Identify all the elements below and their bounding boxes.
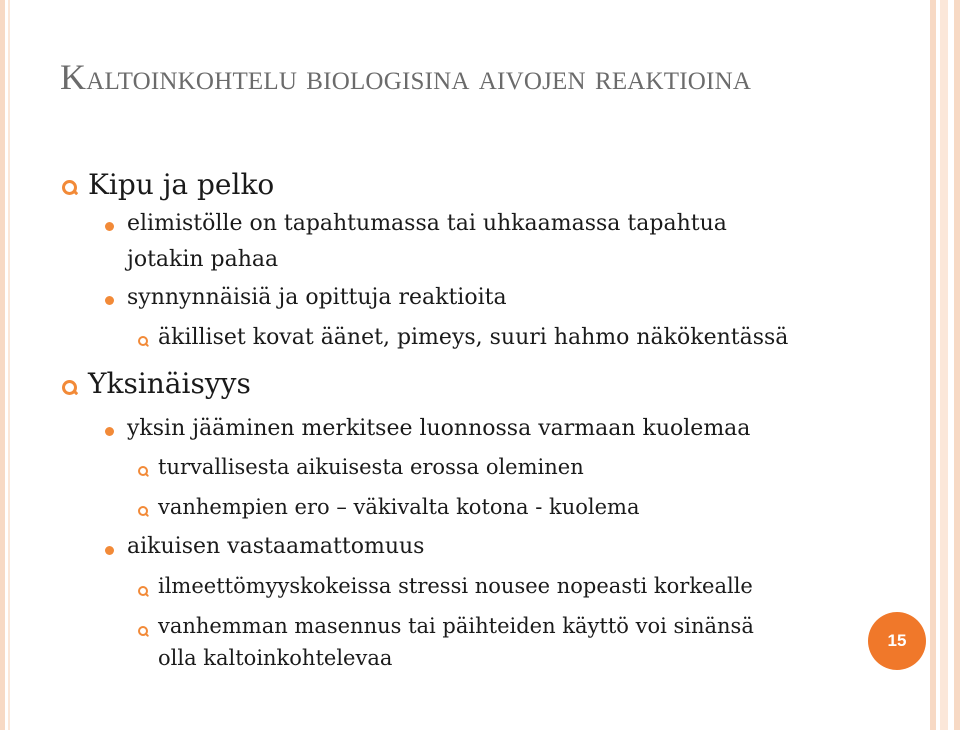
ring-bullet-icon	[62, 180, 77, 195]
bullet-heading: Yksinäisyys	[88, 367, 251, 400]
sub-bullet-item: turvallisesta aikuisesta erossa oleminen	[158, 455, 584, 479]
dot-bullet-icon	[105, 546, 114, 555]
sub-bullet-item: vanhemman masennus tai päihteiden käyttö voi sinänsä	[158, 614, 754, 638]
ring-bullet-icon	[138, 626, 148, 636]
ring-bullet-icon	[138, 336, 148, 346]
bullet-heading: Kipu ja pelko	[88, 168, 275, 201]
bullet-item: aikuisen vastaamattomuus	[127, 534, 425, 559]
ring-bullet-icon	[62, 380, 77, 395]
page-number-badge: 15	[868, 612, 926, 670]
dot-bullet-icon	[105, 222, 114, 231]
sub-bullet-item: vanhempien ero – väkivalta kotona - kuolema	[158, 495, 640, 519]
bullet-item: yksin jääminen merkitsee luonnossa varmaan kuolemaa	[127, 416, 751, 441]
bullet-item: elimistölle on tapahtumassa tai uhkaamassa tapahtua	[127, 211, 727, 236]
sub-bullet-item: ilmeettömyyskokeissa stressi nousee nopeasti korkealle	[158, 574, 753, 598]
sub-bullet-item: äkilliset kovat äänet, pimeys, suuri hahmo näkökentässä	[158, 325, 789, 350]
dot-bullet-icon	[105, 427, 114, 436]
slide-title: Kaltoinkohtelu biologisina aivojen reaktioina	[60, 57, 752, 97]
ring-bullet-icon	[138, 586, 148, 596]
bullet-item: synnynnäisiä ja opittuja reaktioita	[127, 285, 507, 310]
bullet-item-continuation: jotakin pahaa	[127, 247, 279, 272]
ring-bullet-icon	[138, 506, 148, 516]
dot-bullet-icon	[105, 296, 114, 305]
ring-bullet-icon	[138, 466, 148, 476]
sub-bullet-item-continuation: olla kaltoinkohtelevaa	[158, 646, 393, 670]
